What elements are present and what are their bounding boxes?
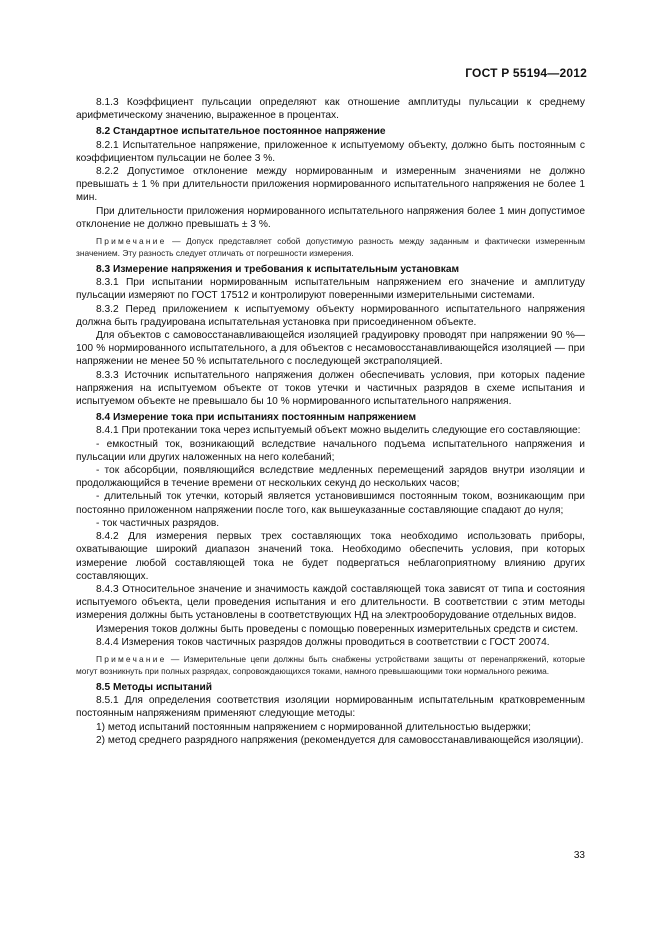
paragraph-8-4-2: 8.4.2 Для измерения первых трех составляющих тока необходимо использовать приборы, охватывающие широкий диапазон значений тока. Необходимо обеспечить условия, при которых измерение любой составляющей тока не будет подвергаться неблагоприятному влиянию других составляющих. <box>76 531 585 582</box>
paragraph-8-2-3: При длительности приложения нормированного испытательного напряжения более 1 мин допустимое отклонение не должно превышать ± 3 %. <box>76 205 585 230</box>
paragraph-8-3-1: 8.3.1 При испытании нормированным испытательным напряжением его значение и амплитуду пульсации измеряют по ГОСТ 17512 и контролируют поверенными измерительными системами. <box>76 277 585 302</box>
note-1 <box>76 235 585 259</box>
note-label: Примечание <box>96 236 167 247</box>
heading-8-4: 8.4 Измерение тока при испытаниях постоянным напряжением <box>96 412 416 424</box>
paragraph-8-1-3: 8.1.3 Коэффициент пульсации определяют как отношение амплитуды пульсации к среднему арифметическому значению, выраженное в процентах. <box>76 97 585 122</box>
list-item-partial-discharge: - ток частичных разрядов. <box>96 517 220 529</box>
note-text: — Допуск представляет собой допустимую разность между заданным и фактически измеренным значением. Эту разность следует отличать от погрешности измерения. <box>76 236 585 259</box>
paragraph-8-5-1: 8.5.1 Для определения соответствия изоляции нормированным испытательным кратковременным постоянным напряжениям применяют следующие методы: <box>76 695 585 720</box>
document-body <box>76 96 585 747</box>
paragraph-8-3-2: 8.3.2 Перед приложением к испытуемому объекту нормированного испытательного напряжения должна быть градуирована испытательная установка при присоединенном объекте. <box>76 303 585 328</box>
doc-code-header: ГОСТ Р 55194—2012 <box>465 66 587 80</box>
paragraph-8-4-4: 8.4.4 Измерения токов частичных разрядов должны проводиться в соответствии с ГОСТ 20074. <box>96 636 550 648</box>
note-text: — Измерительные цепи должны быть снабжены устройствами защиты от перенапряжений, которые могут возникнуть при полных разрядах, сопровождающихся токами, намного превышающими токи нормального режима. <box>76 653 585 676</box>
paragraph-8-3-3: 8.3.3 Источник испытательного напряжения должен обеспечивать условия, при которых падение напряжения на испытуемом объекте от токов утечки и частичных разрядов в схеме испытания и испытуемом объекте не превышало бы 10 % нормированного испытательного напряжения. <box>76 369 585 408</box>
paragraph-8-2-1: 8.2.1 Испытательное напряжение, приложенное к испытуемому объекту, должно быть постоянным с коэффициентом пульсации не более 3 %. <box>76 139 585 164</box>
heading-8-5: 8.5 Методы испытаний <box>96 681 213 693</box>
note-2 <box>76 653 585 677</box>
list-item-method-2: 2) метод среднего разрядного напряжения (рекомендуется для самовосстанавливающейся изоляции). <box>96 734 584 746</box>
paragraph-8-4-3: 8.4.3 Относительное значение и значимость каждой составляющей тока зависят от типа и состояния испытуемого объекта, цели проведения испытания и его длительности. В соответствии с этим методы измерения должны быть установлены в соответствующих НД на электрооборудование отдельных видов. <box>76 583 585 622</box>
list-item-leakage: - длительный ток утечки, который является установившимся постоянным током, возникающим при постоянно приложенном напряжении после того, как вышеуказанные составляющие спадают до нуля; <box>76 491 585 516</box>
paragraph-8-4-1: 8.4.1 При протекании тока через испытуемый объект можно выделить следующие его составляющие: <box>96 425 581 437</box>
paragraph-8-2-2: 8.2.2 Допустимое отклонение между нормированным и измеренным значениями не должно превышать ± 1 % при длительности приложения нормированного испытательного напряжения не более 1 мин. <box>76 166 585 204</box>
note-label: Примечание <box>96 653 167 664</box>
heading-8-3: 8.3 Измерение напряжения и требования к испытательным установкам <box>96 264 460 276</box>
list-item-capacitive: - емкостный ток, возникающий вследствие начального подъема испытательного напряжения и пульсации или других наложенных на него колебаний; <box>76 438 585 463</box>
list-item-absorption: - ток абсорбции, появляющийся вследствие медленных перемещений зарядов внутри изоляции и продолжающийся в течение времени от нескольких секунд до нескольких часов; <box>76 465 585 490</box>
heading-8-2: 8.2 Стандартное испытательное постоянное напряжение <box>96 126 386 138</box>
paragraph-8-3-2b: Для объектов с самовосстанавливающейся изоляцией градуировку проводят при напряжении 90 %—100 % нормированного испытательного, а для объектов с несамовосстанавливающейся изоляцией — при напряжении не менее 50 % испытательного с последующей экстраполяцией. <box>76 330 585 368</box>
page-number: 33 <box>573 850 585 861</box>
paragraph-8-4-3b: Измерения токов должны быть проведены с помощью поверенных измерительных средств и систем. <box>96 623 579 635</box>
list-item-method-1: 1) метод испытаний постоянным напряжением с нормированной длительностью выдержки; <box>96 721 531 733</box>
